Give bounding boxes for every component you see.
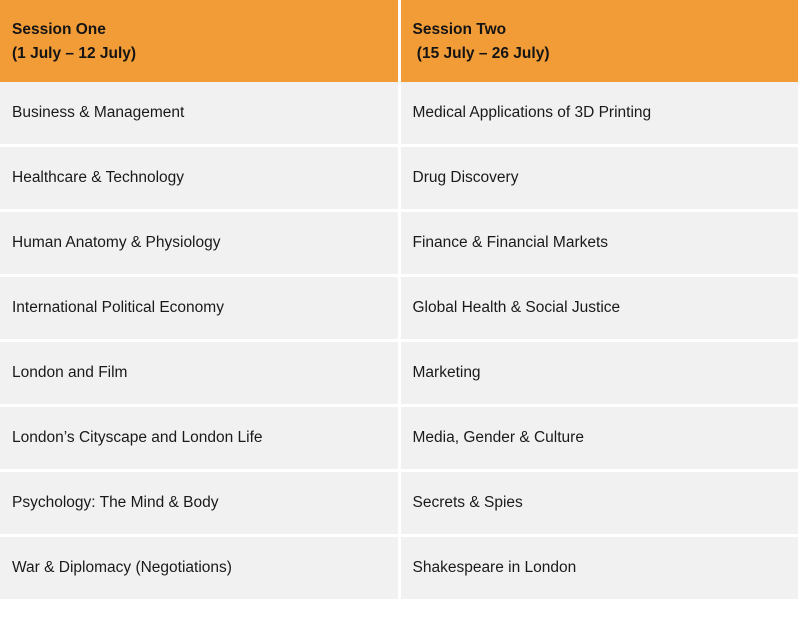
course-name: International Political Economy — [0, 276, 399, 341]
table-row — [0, 276, 798, 341]
course-name: Medical Applications of 3D Printing — [399, 82, 798, 146]
column-header-session-one — [0, 0, 399, 82]
table-row — [0, 211, 798, 276]
table-row — [0, 146, 798, 211]
course-name: Global Health & Social Justice — [399, 276, 798, 341]
course-name: Marketing — [399, 341, 798, 406]
table-header — [0, 0, 798, 82]
column-header-session-two — [399, 0, 798, 82]
course-name: Finance & Financial Markets — [399, 211, 798, 276]
column-header-session-two-dates: (15 July – 26 July) — [412, 45, 550, 63]
column-header-session-two-title: Session Two — [412, 21, 507, 38]
column-header-session-one-dates: (1 July – 12 July) — [12, 45, 137, 63]
course-name: Human Anatomy & Physiology — [0, 211, 399, 276]
course-name: London and Film — [0, 341, 399, 406]
course-name: War & Diplomacy (Negotiations) — [0, 536, 399, 600]
table-row — [0, 406, 798, 471]
table-body — [0, 82, 798, 599]
course-name: Media, Gender & Culture — [399, 406, 798, 471]
course-name: Shakespeare in London — [399, 536, 798, 600]
table-header-row — [0, 0, 798, 82]
table-row — [0, 82, 798, 146]
course-name: Business & Management — [0, 82, 399, 146]
course-name: London’s Cityscape and London Life — [0, 406, 399, 471]
table-row — [0, 536, 798, 600]
course-name: Healthcare & Technology — [0, 146, 399, 211]
table-row — [0, 471, 798, 536]
column-header-session-one-title: Session One — [12, 21, 106, 38]
course-name: Psychology: The Mind & Body — [0, 471, 399, 536]
table-row — [0, 341, 798, 406]
course-name: Secrets & Spies — [399, 471, 798, 536]
course-name: Drug Discovery — [399, 146, 798, 211]
